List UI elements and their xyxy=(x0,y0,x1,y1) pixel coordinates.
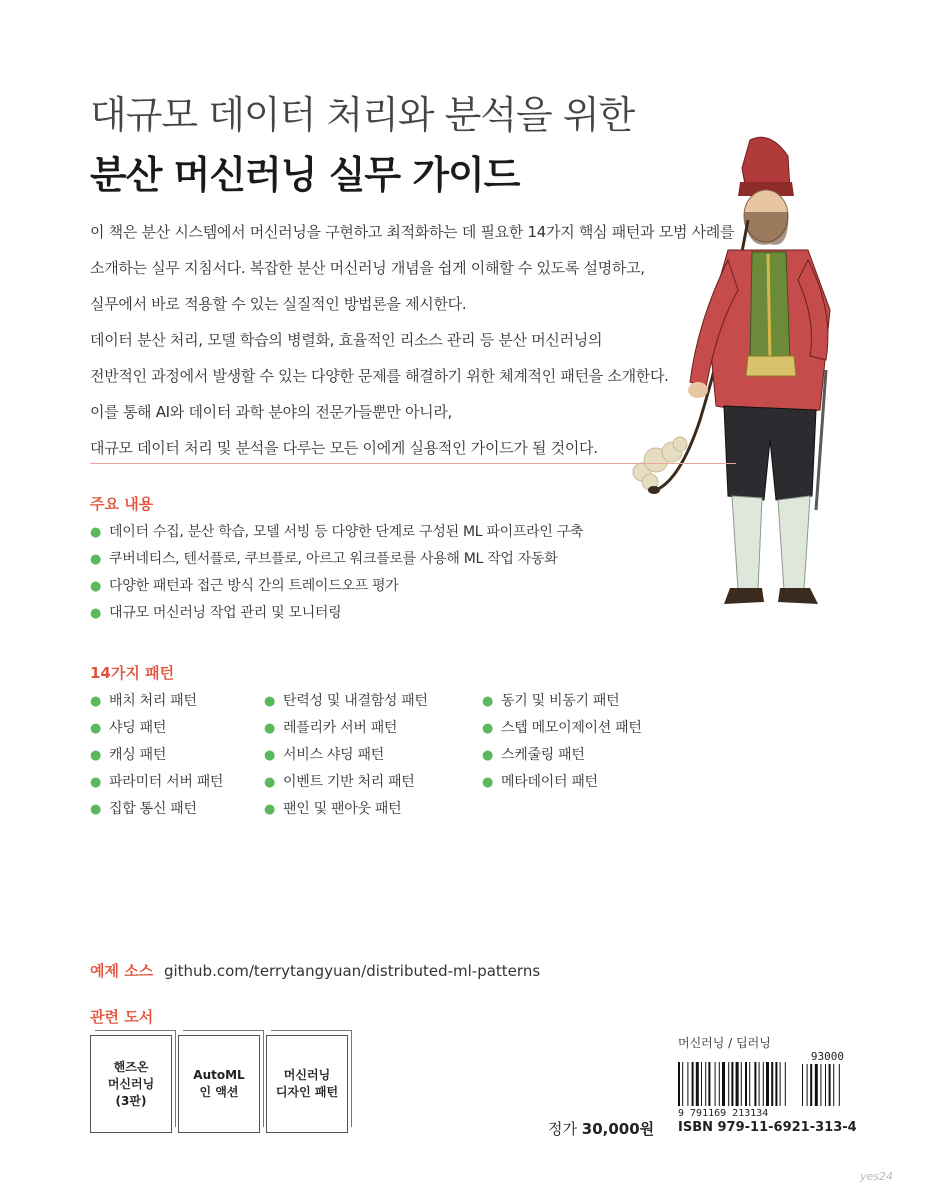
list-item: ● 스텝 메모이제이션 패턴 xyxy=(482,720,642,736)
barcode-bar xyxy=(749,1062,750,1106)
bullet-icon: ● xyxy=(90,552,102,567)
barcode-digits: 9 791169 213134 xyxy=(678,1108,769,1118)
barcode-bar xyxy=(771,1062,773,1106)
barcode-bar xyxy=(745,1062,747,1106)
bullet-icon: ● xyxy=(90,525,102,540)
patterns-column-3 xyxy=(482,692,642,800)
bullet-icon: ● xyxy=(90,606,102,621)
barcode-bar xyxy=(696,1062,699,1106)
list-item: ● 집합 통신 패턴 xyxy=(90,801,197,817)
stocking-left xyxy=(732,496,762,590)
related-book[interactable] xyxy=(266,1035,348,1133)
section-divider xyxy=(90,463,736,464)
bullet-icon: ● xyxy=(90,802,102,817)
bullet-icon: ● xyxy=(90,694,102,709)
barcode-bar xyxy=(678,1062,680,1106)
dark-breeches xyxy=(724,406,816,500)
addon-bar xyxy=(829,1064,831,1106)
list-item: ● 데이터 수집, 분산 학습, 모델 서빙 등 다양한 단계로 구성된 ML 파이프라인 구축 xyxy=(90,524,584,540)
description-line: 이를 통해 AI와 데이터 과학 분야의 전문가들뿐만 아니라, xyxy=(90,403,453,421)
barcode-graphic xyxy=(678,1050,844,1118)
barcode-bar xyxy=(766,1062,769,1106)
addon-code: 93000 xyxy=(810,1050,844,1063)
example-source-url[interactable]: github.com/terrytangyuan/distributed-ml-patterns xyxy=(163,962,541,980)
barcode-bar xyxy=(692,1062,694,1106)
bullet-icon: ● xyxy=(264,694,276,709)
bullet-icon: ● xyxy=(482,694,494,709)
price xyxy=(548,1118,654,1139)
isbn-number: ISBN 979-11-6921-313-4 xyxy=(678,1120,857,1135)
barcode-bar xyxy=(705,1062,706,1106)
addon-bar xyxy=(825,1064,826,1106)
barcode-bar xyxy=(715,1062,716,1106)
addon-bar xyxy=(839,1064,840,1106)
bullet-icon: ● xyxy=(90,579,102,594)
barcode-bar xyxy=(741,1062,742,1106)
main-content-heading: 주요 내용 xyxy=(90,495,154,513)
related-book[interactable] xyxy=(90,1035,172,1133)
list-item: ● 탄력성 및 내결함성 패턴 xyxy=(264,693,428,709)
bullet-icon: ● xyxy=(264,802,276,817)
list-item: ● 메타데이터 패턴 xyxy=(482,774,598,790)
book-title: 분산 머신러닝 실무 가이드 xyxy=(90,153,520,197)
barcode-bar xyxy=(731,1062,733,1106)
list-item: ● 쿠버네티스, 텐서플로, 쿠브플로, 아르고 워크플로를 사용해 ML 작업 자동화 xyxy=(90,551,558,567)
barcode-bar xyxy=(687,1062,688,1106)
list-item: ● 이벤트 기반 처리 패턴 xyxy=(264,774,415,790)
bullet-icon: ● xyxy=(482,721,494,736)
addon-bar xyxy=(810,1064,812,1106)
barcode-bar xyxy=(775,1062,777,1106)
list-item: ● 서비스 샤딩 패턴 xyxy=(264,747,384,763)
main-content-list xyxy=(90,523,583,631)
barcode-bar xyxy=(736,1062,739,1106)
list-item: ● 팬인 및 팬아웃 패턴 xyxy=(264,801,402,817)
bullet-icon: ● xyxy=(264,748,276,763)
barcode-bar xyxy=(722,1062,725,1106)
example-source-label: 예제 소스 xyxy=(90,962,154,980)
addon-bar xyxy=(820,1064,821,1106)
barcode-bar xyxy=(763,1062,764,1106)
related-books-heading: 관련 도서 xyxy=(90,1008,154,1026)
list-item: ● 스케줄링 패턴 xyxy=(482,747,585,763)
isbn-barcode xyxy=(678,1050,844,1124)
bullet-icon: ● xyxy=(90,748,102,763)
addon-bar xyxy=(815,1064,818,1106)
description-line: 대규모 데이터 처리 및 분석을 다루는 모든 이에게 실용적인 가이드가 될 것이다. xyxy=(90,439,598,457)
book-description xyxy=(90,222,735,474)
bullet-icon: ● xyxy=(90,775,102,790)
barcode-bar xyxy=(759,1062,760,1106)
patterns-column-2 xyxy=(264,692,428,827)
price-label: 정가 xyxy=(548,1120,577,1138)
subtitle-line: 대규모 데이터 처리와 분석을 위한 xyxy=(90,93,635,137)
pipe-smoker-illustration xyxy=(620,120,860,640)
list-item: ● 레플리카 서버 패턴 xyxy=(264,720,398,736)
barcode-bar xyxy=(785,1062,786,1106)
list-item: ● 다양한 패턴과 접근 방식 간의 트레이드오프 평가 xyxy=(90,578,399,594)
barcode-bar xyxy=(754,1062,756,1106)
barcode-bar xyxy=(719,1062,720,1106)
description-line: 실무에서 바로 적용할 수 있는 실질적인 방법론을 제시한다. xyxy=(90,295,467,313)
barcode-bar xyxy=(708,1062,710,1106)
barcode-bar xyxy=(682,1062,683,1106)
description-line: 전반적인 과정에서 발생할 수 있는 다양한 문제를 해결하기 위한 체계적인 패턴을 소개한다. xyxy=(90,367,669,385)
related-book[interactable] xyxy=(178,1035,260,1133)
related-book-title: 머신러닝 디자인 패턴 xyxy=(275,1068,339,1099)
book-category: 머신러닝 / 딥러닝 xyxy=(678,1036,771,1050)
list-item: ● 배치 처리 패턴 xyxy=(90,693,197,709)
addon-bar xyxy=(833,1064,834,1106)
example-source xyxy=(90,960,540,981)
list-item: ● 샤딩 패턴 xyxy=(90,720,167,736)
list-item: ● 파라미터 서버 패턴 xyxy=(90,774,224,790)
description-line: 데이터 분산 처리, 모델 학습의 병렬화, 효율적인 리소스 관리 등 분산 머신러닝의 xyxy=(90,331,603,349)
stocking-right xyxy=(778,496,810,590)
patterns-heading: 14가지 패턴 xyxy=(90,664,175,682)
barcode-bar xyxy=(701,1062,702,1106)
bullet-icon: ● xyxy=(482,775,494,790)
related-book-title: 핸즈온 머신러닝 (3판) xyxy=(107,1059,155,1108)
related-book-title: AutoML 인 액션 xyxy=(193,1068,245,1099)
bullet-icon: ● xyxy=(482,748,494,763)
addon-bar xyxy=(807,1064,808,1106)
list-item: ● 대규모 머신러닝 작업 관리 및 모니터링 xyxy=(90,605,342,621)
bullet-icon: ● xyxy=(90,721,102,736)
description-line: 이 책은 분산 시스템에서 머신러닝을 구현하고 최적화하는 데 필요한 14가지 핵심 패턴과 모범 사례를 xyxy=(90,223,735,241)
list-item: ● 캐싱 패턴 xyxy=(90,747,167,763)
addon-bar xyxy=(802,1064,803,1106)
patterns-column-1 xyxy=(90,692,223,827)
barcode-bar xyxy=(780,1062,781,1106)
description-line: 소개하는 실무 지침서다. 복잡한 분산 머신러닝 개념을 쉽게 이해할 수 있도록 설명하고, xyxy=(90,259,645,277)
bullet-icon: ● xyxy=(264,775,276,790)
price-value: 30,000원 xyxy=(581,1120,655,1138)
bullet-icon: ● xyxy=(264,721,276,736)
watermark: yes24 xyxy=(860,1170,894,1183)
list-item: ● 동기 및 비동기 패턴 xyxy=(482,693,620,709)
barcode-bar xyxy=(728,1062,729,1106)
